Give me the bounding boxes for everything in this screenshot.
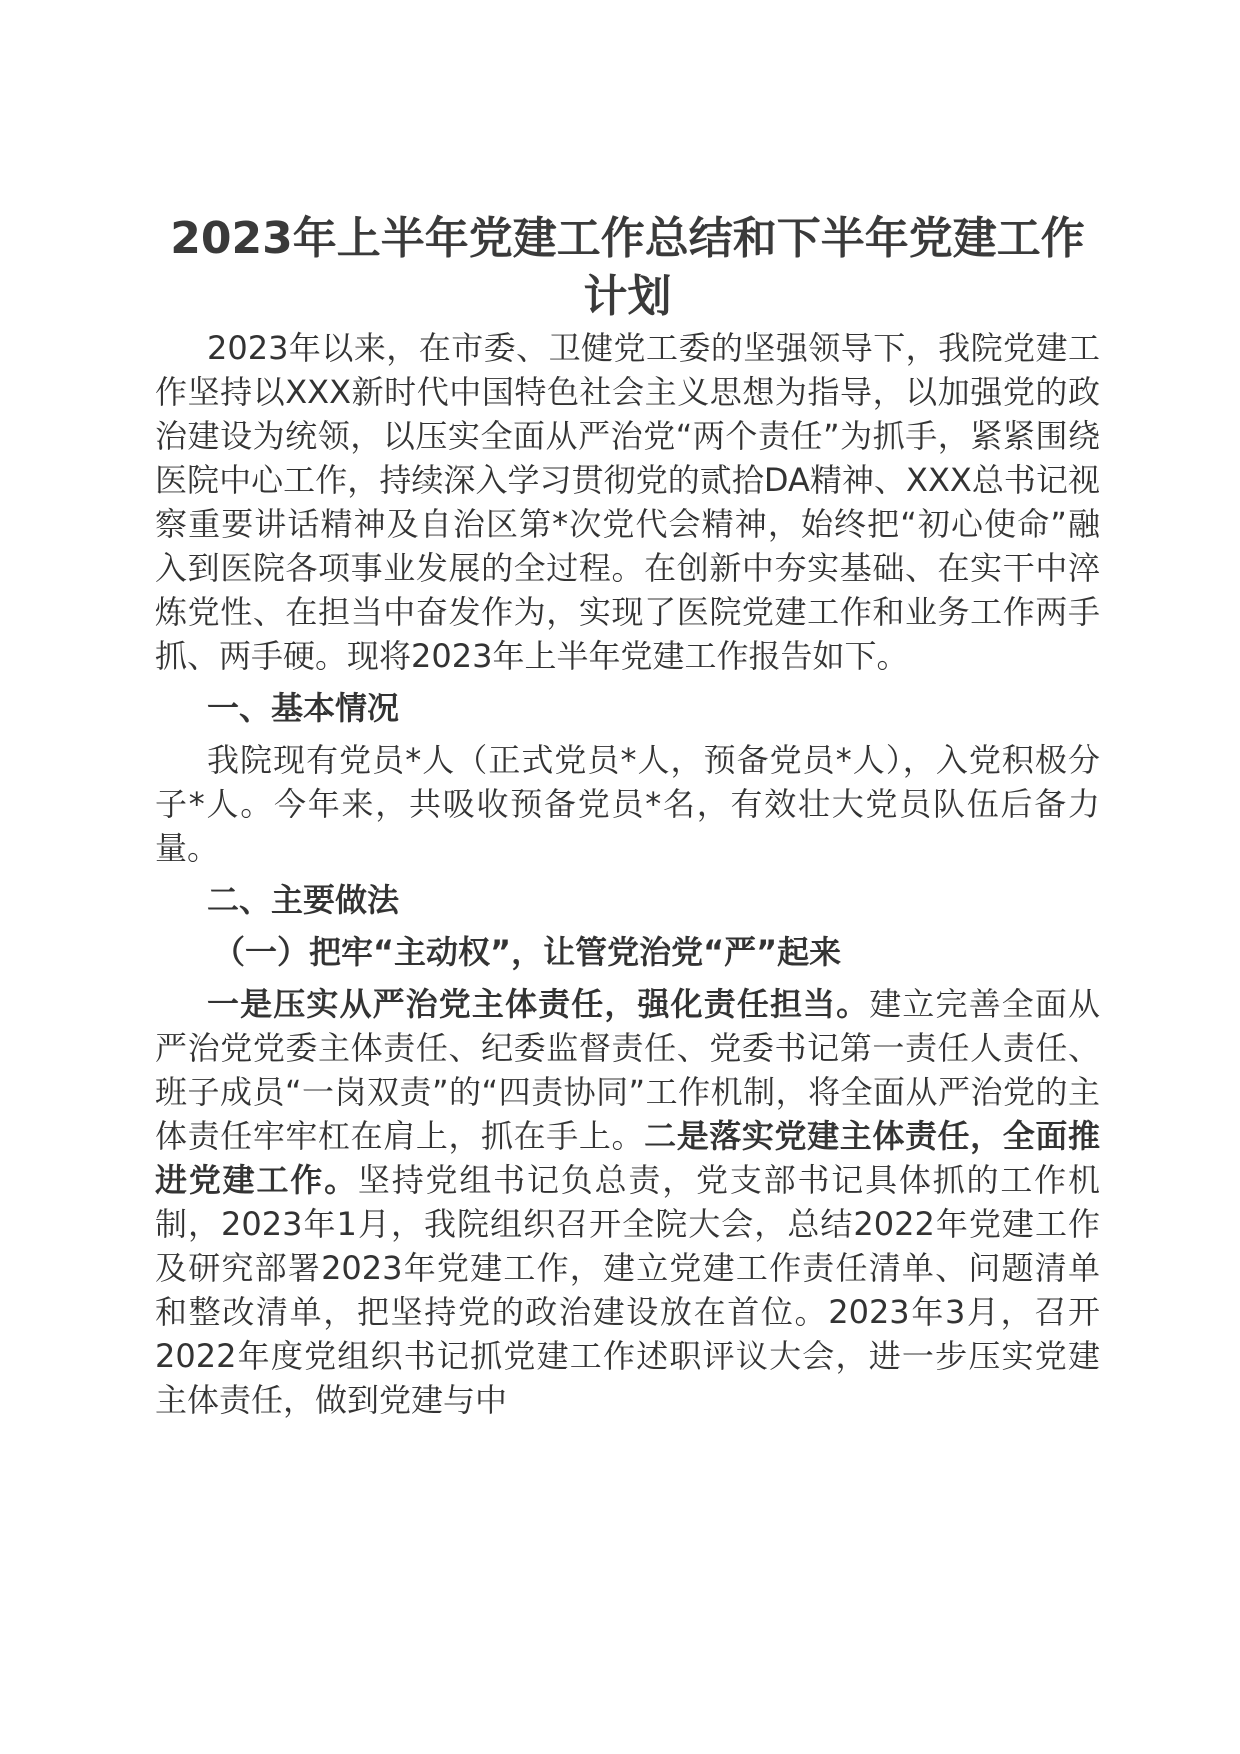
point-two-text: 坚持党组书记负总责，党支部书记具体抓的工作机制，2023年1月，我院组织召开全院大会，总结2022年党建工作及研究部署2023年党建工作，建立党建工作责任清单、问题清单和整改清单，把坚持党的政治建设放在首位。2023年3月，召开2022年度党组织书记抓党建工作述职评议大会，进一步压实党建主体责任，做到党建与中 <box>155 1161 1100 1419</box>
methods-paragraph-1 <box>155 982 1100 1422</box>
subsection-heading-1: （一）把牢“主动权”，让管党治党“严”起来 <box>213 933 842 971</box>
document-title: 2023年上半年党建工作总结和下半年党建工作计划 <box>170 213 1085 322</box>
point-one-text: 建立完善全面从严治党党委主体责任、纪委监督责任、党委书记第一责任人责任、班子成员“一岗双责”的“四责协同”工作机制，将全面从严治党的主体责任牢牢杠在肩上，抓在手上。 <box>155 985 1100 1155</box>
point-one-lead: 一是压实从严治党主体责任，强化责任担当。 <box>207 985 870 1023</box>
document-page <box>155 210 1100 1422</box>
point-two-lead: 二是落实党建主体责任，全面推进党建工作。 <box>155 1117 1100 1199</box>
basic-situation-paragraph: 我院现有党员*人（正式党员*人，预备党员*人），入党积极分子*人。今年来，共吸收预备党员*名，有效壮大党员队伍后备力量。 <box>155 741 1100 867</box>
intro-paragraph: 2023年以来，在市委、卫健党工委的坚强领导下，我院党建工作坚持以XXX新时代中国特色社会主义思想为指导，以加强党的政治建设为统领，以压实全面从严治党“两个责任”为抓手，紧紧围绕医院中心工作，持续深入学习贯彻党的贰拾DA精神、XXX总书记视察重要讲话精神及自治区第*次党代会精神，始终把“初心使命”融入到医院各项事业发展的全过程。在创新中夯实基础、在实干中淬炼党性、在担当中奋发作为，实现了医院党建工作和业务工作两手抓、两手硬。现将2023年上半年党建工作报告如下。 <box>155 329 1100 675</box>
section-heading-methods: 二、主要做法 <box>207 881 400 919</box>
section-heading-basic: 一、基本情况 <box>207 689 400 727</box>
